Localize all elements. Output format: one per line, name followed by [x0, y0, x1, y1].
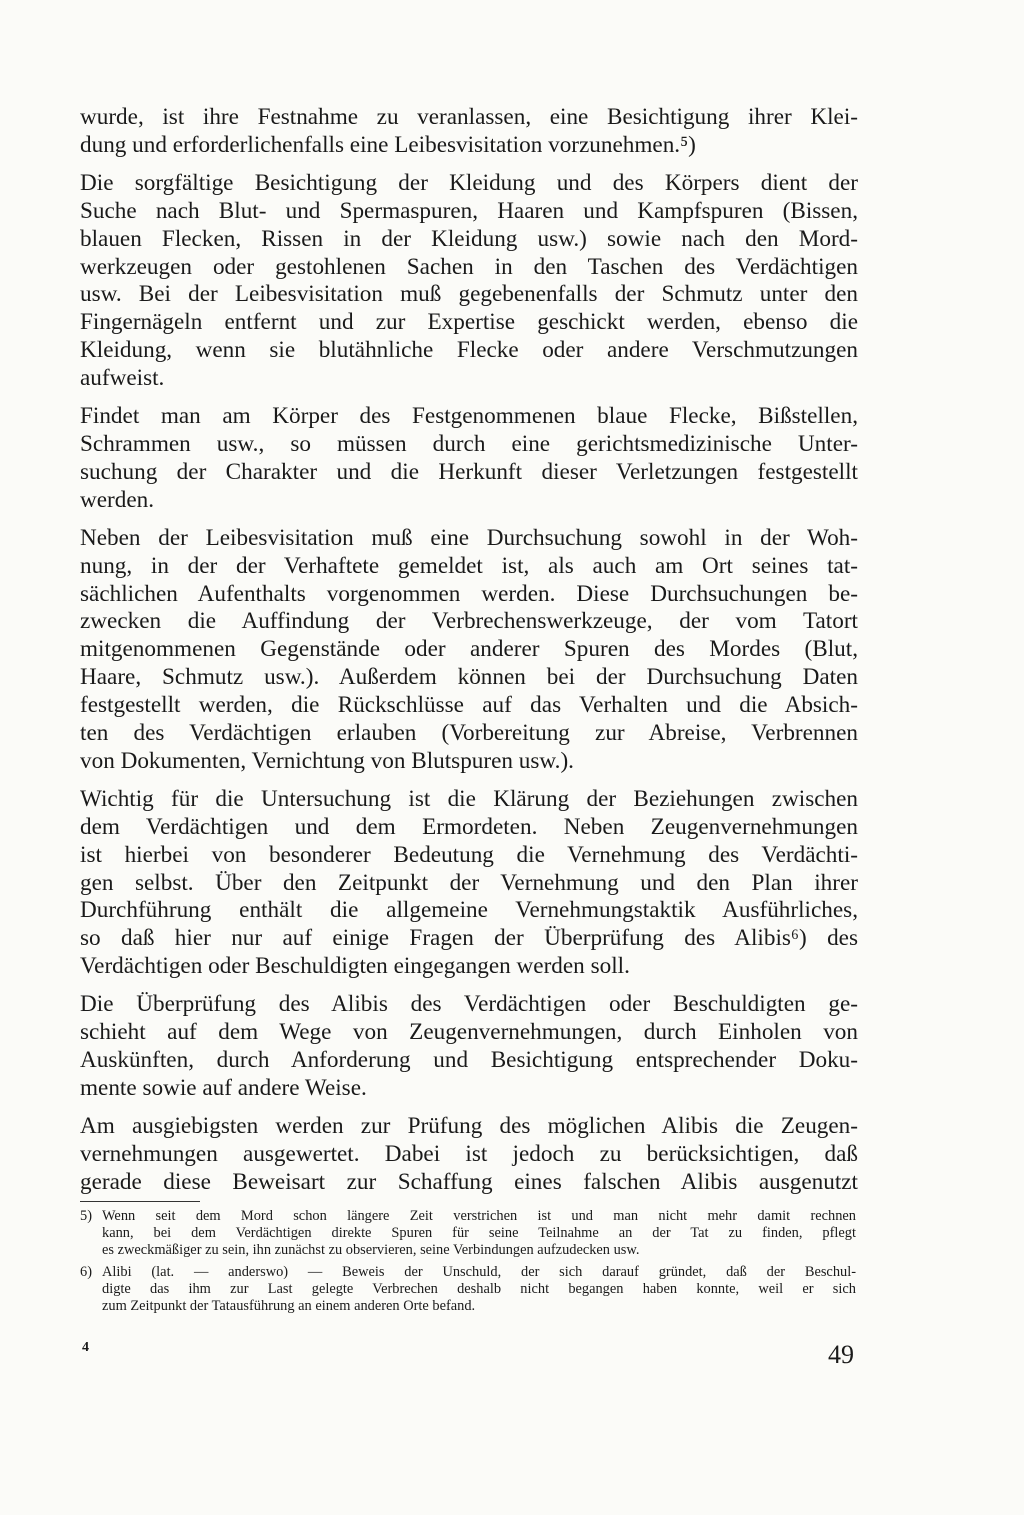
footnote-text: Alibi (lat. — anderswo) — Beweis der Unschuld, der sich darauf gründet, daß der Beschul- — [102, 1264, 856, 1280]
text-line: Kleidung, wenn sie blutähnliche Flecke oder andere Verschmutzungen — [80, 337, 858, 364]
text-line: Verdächtigen oder Beschuldigten eingegangen werden soll. — [80, 953, 630, 980]
footnote-text: es zweckmäßiger zu sein, ihn zunächst zu observieren, seine Verbindungen aufzudecken usw. — [102, 1242, 640, 1258]
text-line: Fingernägeln entfernt und zur Expertise geschickt werden, ebenso die — [80, 309, 858, 336]
footnote-marker: 6) — [80, 1264, 92, 1280]
text-line: Haare, Schmutz usw.). Außerdem können bei der Durchsuchung Daten — [80, 664, 858, 691]
text-line: Suche nach Blut- und Spermaspuren, Haaren und Kampfspuren (Bissen, — [80, 197, 858, 224]
footnote-text: zum Zeitpunkt der Tatausführung an einem anderen Orte befand. — [102, 1298, 476, 1314]
text-line: gen selbst. Über den Zeitpunkt der Vernehmung und den Plan ihrer — [80, 869, 858, 896]
text-line: dung und erforderlichenfalls eine Leibesvisitation vorzunehmen.⁵) — [80, 131, 696, 158]
footnote-divider — [80, 1201, 200, 1202]
paragraph — [80, 525, 858, 776]
text-line: von Dokumenten, Vernichtung von Blutspuren usw.). — [80, 747, 574, 774]
text-line: ist hierbei von besonderer Bedeutung die Vernehmung des Verdächti- — [80, 841, 858, 868]
text-line: dem Verdächtigen und dem Ermordeten. Neben Zeugenvernehmungen — [80, 813, 858, 840]
footnote-text: Wenn seit dem Mord schon längere Zeit verstrichen ist und man nicht mehr damit rechnen — [102, 1208, 856, 1224]
text-line: mente sowie auf andere Weise. — [80, 1074, 367, 1101]
paragraph — [80, 1113, 858, 1197]
paragraph — [80, 991, 858, 1103]
text-line: werkzeugen oder gestohlenen Sachen in den Taschen des Verdächtigen — [80, 253, 858, 280]
text-line: Die Überprüfung des Alibis des Verdächtigen oder Beschuldigten ge- — [80, 991, 858, 1018]
paragraph — [80, 170, 858, 393]
text-line: Auskünften, durch Anforderung und Besichtigung entsprechender Doku- — [80, 1047, 858, 1073]
text-line: Am ausgiebigsten werden zur Prüfung des möglichen Alibis die Zeugen- — [80, 1112, 858, 1139]
text-line: wurde, ist ihre Festnahme zu veranlassen, eine Besichtigung ihrer Klei- — [80, 104, 858, 130]
text-line: mitgenommenen Gegenstände oder anderer Spuren des Mordes (Blut, — [80, 636, 858, 663]
text-line: gerade diese Beweisart zur Schaffung eines falschen Alibis ausgenutzt — [80, 1168, 858, 1195]
text-line: aufweist. — [80, 365, 165, 392]
text-line: usw. Bei der Leibesvisitation muß gegebenenfalls der Schmutz unter den — [80, 281, 858, 308]
footnote-text: kann, bei dem Verdächtigen direkte Spuren für seine Teilnahme an der Tat zu finden, pflegt — [102, 1225, 856, 1241]
text-line: Findet man am Körper des Festgenommenen blaue Flecke, Bißstellen, — [80, 403, 858, 430]
text-line: sächlichen Aufenthalts vorgenommen werden. Diese Durchsuchungen be- — [80, 580, 858, 607]
footnote — [80, 1264, 856, 1315]
text-line: Durchführung enthält die allgemeine Vernehmungstaktik Ausführliches, — [80, 897, 858, 924]
footnote — [80, 1208, 856, 1259]
body-text — [80, 104, 858, 1207]
text-line: Schrammen usw., so müssen durch eine gerichtsmedizinische Unter- — [80, 430, 858, 457]
footnote-marker: 5) — [80, 1208, 92, 1224]
text-line: so daß hier nur auf einige Fragen der Überprüfung des Alibis⁶) des — [80, 925, 858, 952]
text-line: werden. — [80, 486, 155, 513]
paragraph — [80, 786, 858, 981]
paragraph — [80, 403, 858, 515]
text-line: ten des Verdächtigen erlauben (Vorbereitung zur Abreise, Verbrennen — [80, 720, 858, 747]
text-line: suchung der Charakter und die Herkunft dieser Verletzungen festgestellt — [80, 458, 858, 485]
footnote-text: digte das ihm zur Last gelegte Verbrechen deshalb nicht begangen haben konnte, weil er sich — [102, 1281, 856, 1297]
text-line: festgestellt werden, die Rückschlüsse auf das Verhalten und die Absich- — [80, 692, 858, 719]
text-line: blauen Flecken, Rissen in der Kleidung usw.) sowie nach den Mord- — [80, 225, 858, 252]
signature-mark: 4 — [82, 1340, 89, 1355]
text-line: Wichtig für die Untersuchung ist die Klärung der Beziehungen zwischen — [80, 785, 858, 812]
text-line: Neben der Leibesvisitation muß eine Durchsuchung sowohl in der Woh- — [80, 524, 858, 551]
text-line: schieht auf dem Wege von Zeugenvernehmungen, durch Einholen von — [80, 1019, 858, 1046]
paragraph — [80, 104, 858, 160]
text-line: zwecken die Auffindung der Verbrechenswerkzeuge, der vom Tatort — [80, 608, 858, 635]
text-line: nung, in der der Verhaftete gemeldet ist, als auch am Ort seines tat- — [80, 552, 858, 579]
footnotes — [80, 1208, 856, 1320]
text-line: vernehmungen ausgewertet. Dabei ist jedoch zu berücksichtigen, daß — [80, 1140, 858, 1167]
text-line: Die sorgfältige Besichtigung der Kleidung und des Körpers dient der — [80, 169, 858, 196]
page-number: 49 — [828, 1340, 854, 1369]
